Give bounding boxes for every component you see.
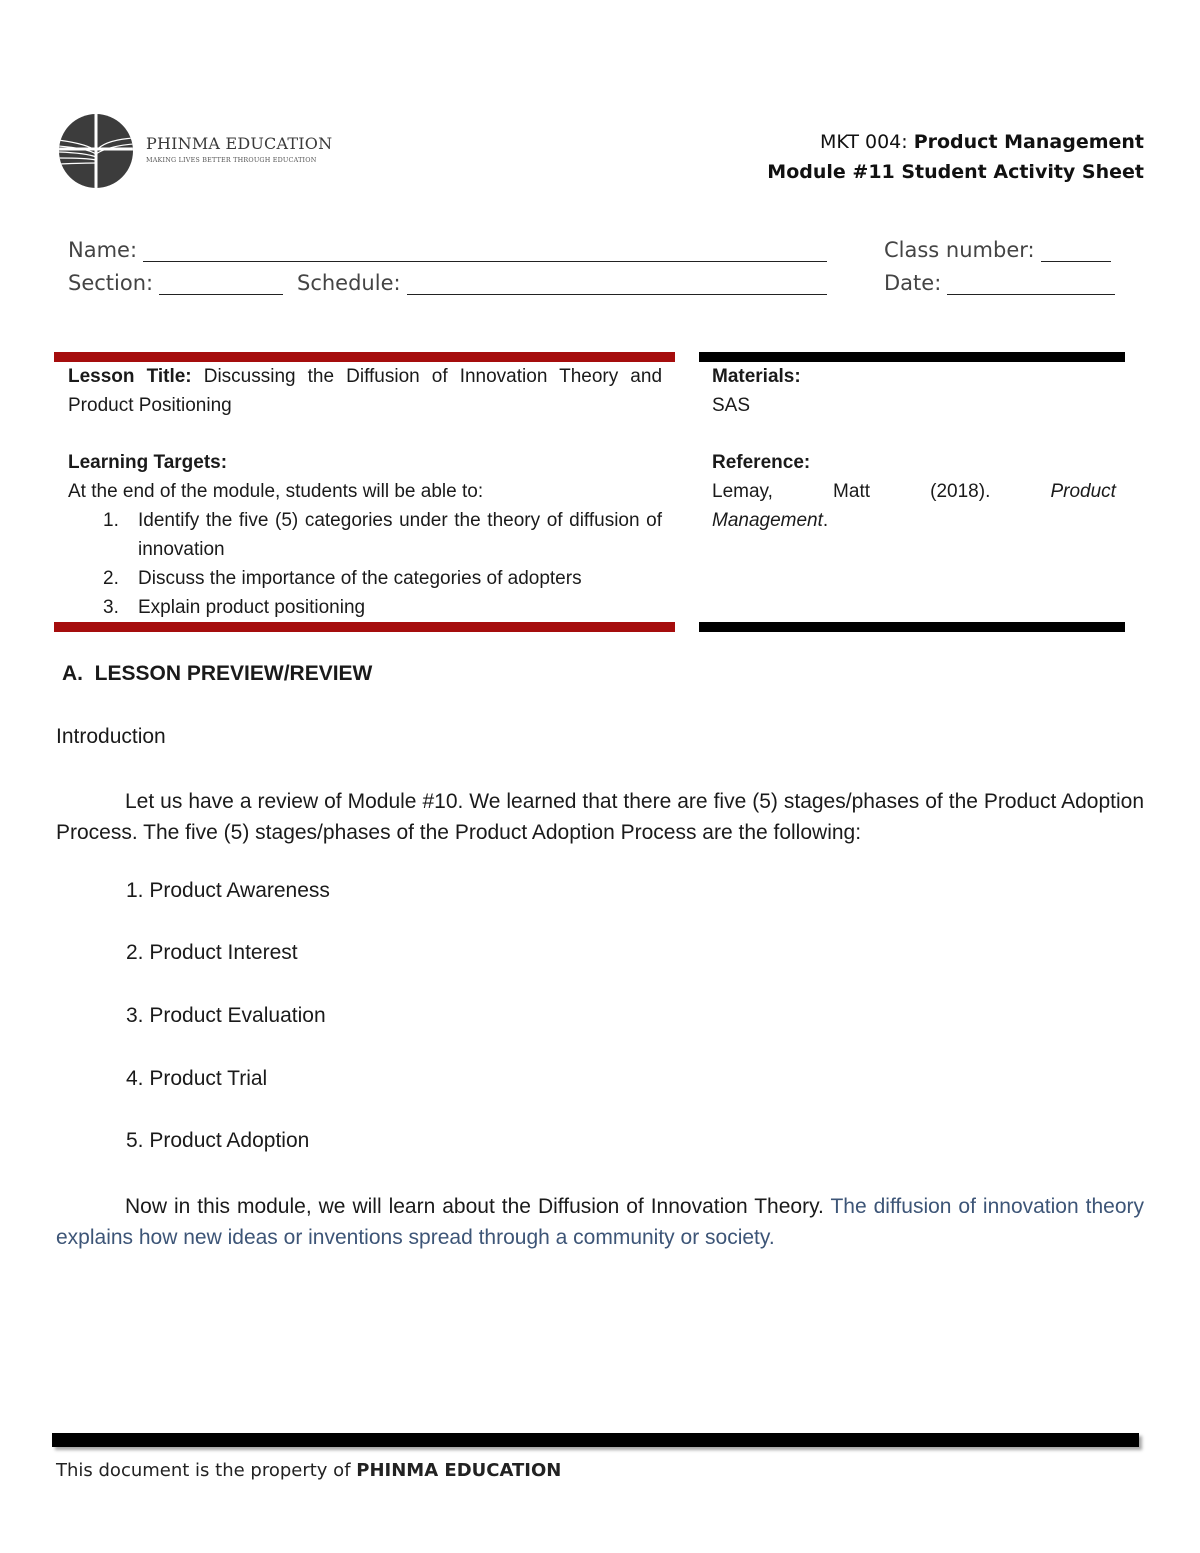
module-intro-paragraph [56,1191,1144,1253]
list-item [68,564,662,593]
list-number: 3. [103,597,119,618]
materials-label: Materials: [712,366,801,387]
review-paragraph: Let us have a review of Module #10. We learned that there are five (5) stages/phases of the Product Adoption Process. The five (5) stages/phases of the Product Adoption Process are the following: [56,790,1144,844]
footer-owner: PHINMA EDUCATION [356,1460,562,1481]
reference-title-part1: Product [1050,481,1116,502]
stage-item: 1. Product Awareness [126,879,330,902]
name-blank[interactable] [143,241,827,262]
learning-targets-label: Learning Targets: [68,452,228,473]
reference-heading [712,448,810,477]
date-blank[interactable] [947,274,1115,295]
list-number: 2. [103,568,119,589]
stage-item: 2. Product Interest [126,941,298,964]
learning-targets-intro: At the end of the module, students will be able to: [68,481,484,502]
footer-ownership-note [56,1460,561,1481]
red-rule-bottom [54,622,675,632]
reference-author: Lemay, [712,481,773,502]
module-intro-text: Now in this module, we will learn about the Diffusion of Innovation Theory. [125,1195,831,1218]
black-rule-bottom [699,622,1125,632]
lesson-title [68,362,662,420]
materials-heading [712,362,801,391]
stage-item: 4. Product Trial [126,1067,268,1090]
learning-targets-list [68,506,662,622]
module-title: Module #11 Student Activity Sheet [767,161,1144,183]
list-item [68,593,662,622]
course-name: Product Management [913,131,1144,153]
red-rule-top [54,352,675,362]
list-text: Explain product positioning [138,597,366,618]
stage-item: 5. Product Adoption [126,1129,310,1152]
stage-item: 3. Product Evaluation [126,1004,326,1027]
schedule-field[interactable] [297,271,827,295]
reference-label: Reference: [712,452,811,473]
footer-prefix: This document is the property of [56,1460,357,1481]
logo-name: PHINMA EDUCATION [146,134,333,153]
schedule-blank[interactable] [407,274,827,295]
diffusion-definition-text: The diffusion of innovation theory explains how new ideas or inventions spread through a community or society. [56,1195,1145,1249]
section-label: Section: [68,271,154,295]
reference-end: . [822,510,829,531]
reference-title-part2: Management [712,510,823,531]
name-label: Name: [68,238,138,262]
materials-value: SAS [712,395,751,416]
section-field[interactable] [68,271,283,295]
lesson-title-value: Discussing the Diffusion of Innovation Theory and Product Positioning [68,366,663,416]
class-number-label: Class number: [884,238,1035,262]
section-blank[interactable] [159,274,283,295]
class-number-field[interactable] [884,238,1111,262]
section-heading: A. LESSON PREVIEW/REVIEW [62,662,373,685]
logo-tagline: MAKING LIVES BETTER THROUGH EDUCATION [146,156,317,164]
black-rule-top [699,352,1125,362]
list-text: Discuss the importance of the categories of adopters [138,568,582,589]
date-label: Date: [884,271,942,295]
reference-year: (2018). [930,481,991,502]
course-code: MKT 004: [819,131,908,153]
list-text: Identify the five (5) categories under the theory of diffusion of innovation [138,510,662,560]
reference-first-name: Matt [833,481,870,502]
introduction-label: Introduction [56,725,166,748]
learning-targets-heading [68,448,227,477]
footer-rule [52,1433,1139,1447]
name-field[interactable] [68,238,827,262]
list-item [68,506,662,564]
schedule-label: Schedule: [297,271,401,295]
course-title [820,131,1144,153]
list-number: 1. [103,510,119,531]
lesson-title-label: Lesson Title: [68,366,192,387]
class-number-blank[interactable] [1041,241,1111,262]
reference-citation [712,477,1116,535]
date-field[interactable] [884,271,1115,295]
